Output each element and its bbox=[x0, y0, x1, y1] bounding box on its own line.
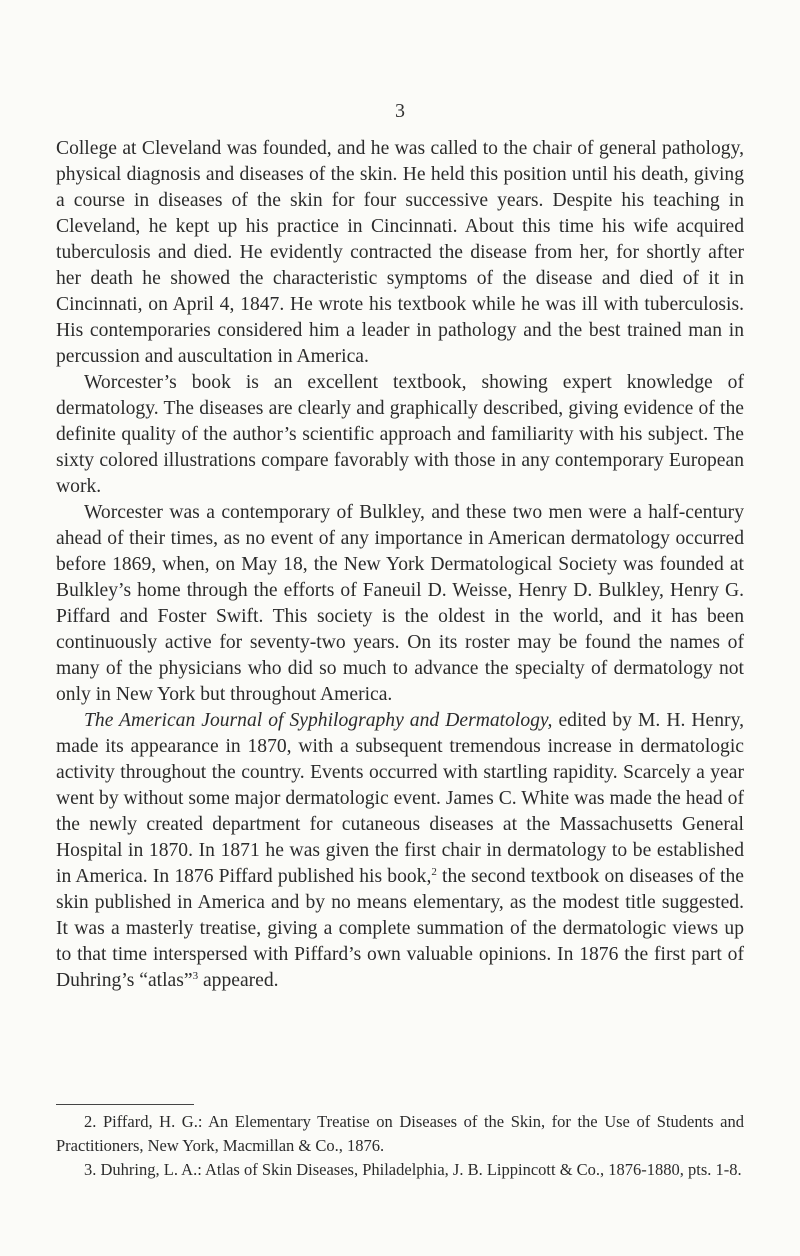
page-number: 3 bbox=[395, 100, 405, 122]
body-text bbox=[56, 136, 744, 994]
footnote-rule bbox=[56, 1104, 194, 1105]
paragraph-3-text: Worcester was a contemporary of Bulkley, and these two men were a half-century ahead of their times, as no event of any importance in American dermatology occurred before 1869, when, on May 18, the New York Dermatological Society was founded at Bulkley’s home through the efforts of Faneuil D. Weisse, Henry D. Bulkley, Henry G. Piffard and Foster Swift. This society is the oldest in the world, and it has been continuously active for seventy-two years. On its roster may be found the names of many of the physicians who did so much to advance the specialty of dermatology not only in New York but throughout America. bbox=[56, 502, 744, 705]
paragraph-4-part-a: edited by M. H. Henry, made its appearance in 1870, with a subsequent tremendous increase in dermatologic activity throughout the country. Events occurred with startling rapidity. Scarcely a year went by without some major dermatologic event. James C. White was made the head of the newly created department for cutaneous diseases at the Massachusetts General Hospital in 1870. In 1871 he was given the first chair in dermatology to be established in America. In 1876 Piffard published his book, bbox=[56, 710, 744, 887]
journal-title: The American Journal of Syphilography and Dermatology, bbox=[84, 710, 553, 731]
footnote-2 bbox=[56, 1110, 744, 1158]
footnote-3-text: 3. Duhring, L. A.: Atlas of Skin Diseases, Philadelphia, J. B. Lippincott & Co., 1876-1880, pts. 1-8. bbox=[84, 1160, 742, 1179]
paragraph-4 bbox=[56, 708, 744, 994]
footnotes bbox=[56, 1110, 744, 1182]
paragraph-3 bbox=[56, 500, 744, 708]
footnote-ref-3: 3 bbox=[192, 970, 199, 982]
paragraph-2-text: Worcester’s book is an excellent textbook, showing expert knowledge of dermatology. The diseases are clearly and graphically described, giving evidence of the definite quality of the author’s scientific approach and familiarity with his subject. The sixty colored illustrations compare favorably with those in any contemporary European work. bbox=[56, 372, 744, 497]
paragraph-4-part-b: the second textbook on diseases of the skin published in America and by no means elementary, as the modest title suggested. It was a masterly treatise, giving a complete summation of the dermatologic views up to that time interspersed with Piffard’s own valuable opinions. In 1876 the first part of Duhring’s “atlas” bbox=[56, 866, 744, 991]
footnote-3 bbox=[56, 1158, 744, 1182]
footnote-ref-2: 2 bbox=[431, 866, 437, 878]
footnote-2-text: 2. Piffard, H. G.: An Elementary Treatise on Diseases of the Skin, for the Use of Students and Practitioners, New York, Macmillan & Co., 1876. bbox=[56, 1112, 744, 1155]
paragraph-1: College at Cleveland was founded, and he was called to the chair of general pathology, physical diagnosis and diseases of the skin. He held this position until his death, giving a course in diseases of the skin for four successive years. Despite his teaching in Cleveland, he kept up his practice in Cincinnati. About this time his wife acquired tuberculosis and died. He evidently contracted the disease from her, for shortly after her death he showed the characteristic symptoms of the disease and died of it in Cincinnati, on April 4, 1847. He wrote his textbook while he was ill with tuberculosis. His contemporaries considered him a leader in pathology and the best trained man in percussion and auscultation in America. bbox=[56, 138, 744, 367]
paragraph-2 bbox=[56, 370, 744, 500]
paragraph-4-part-c: appeared. bbox=[198, 970, 279, 991]
